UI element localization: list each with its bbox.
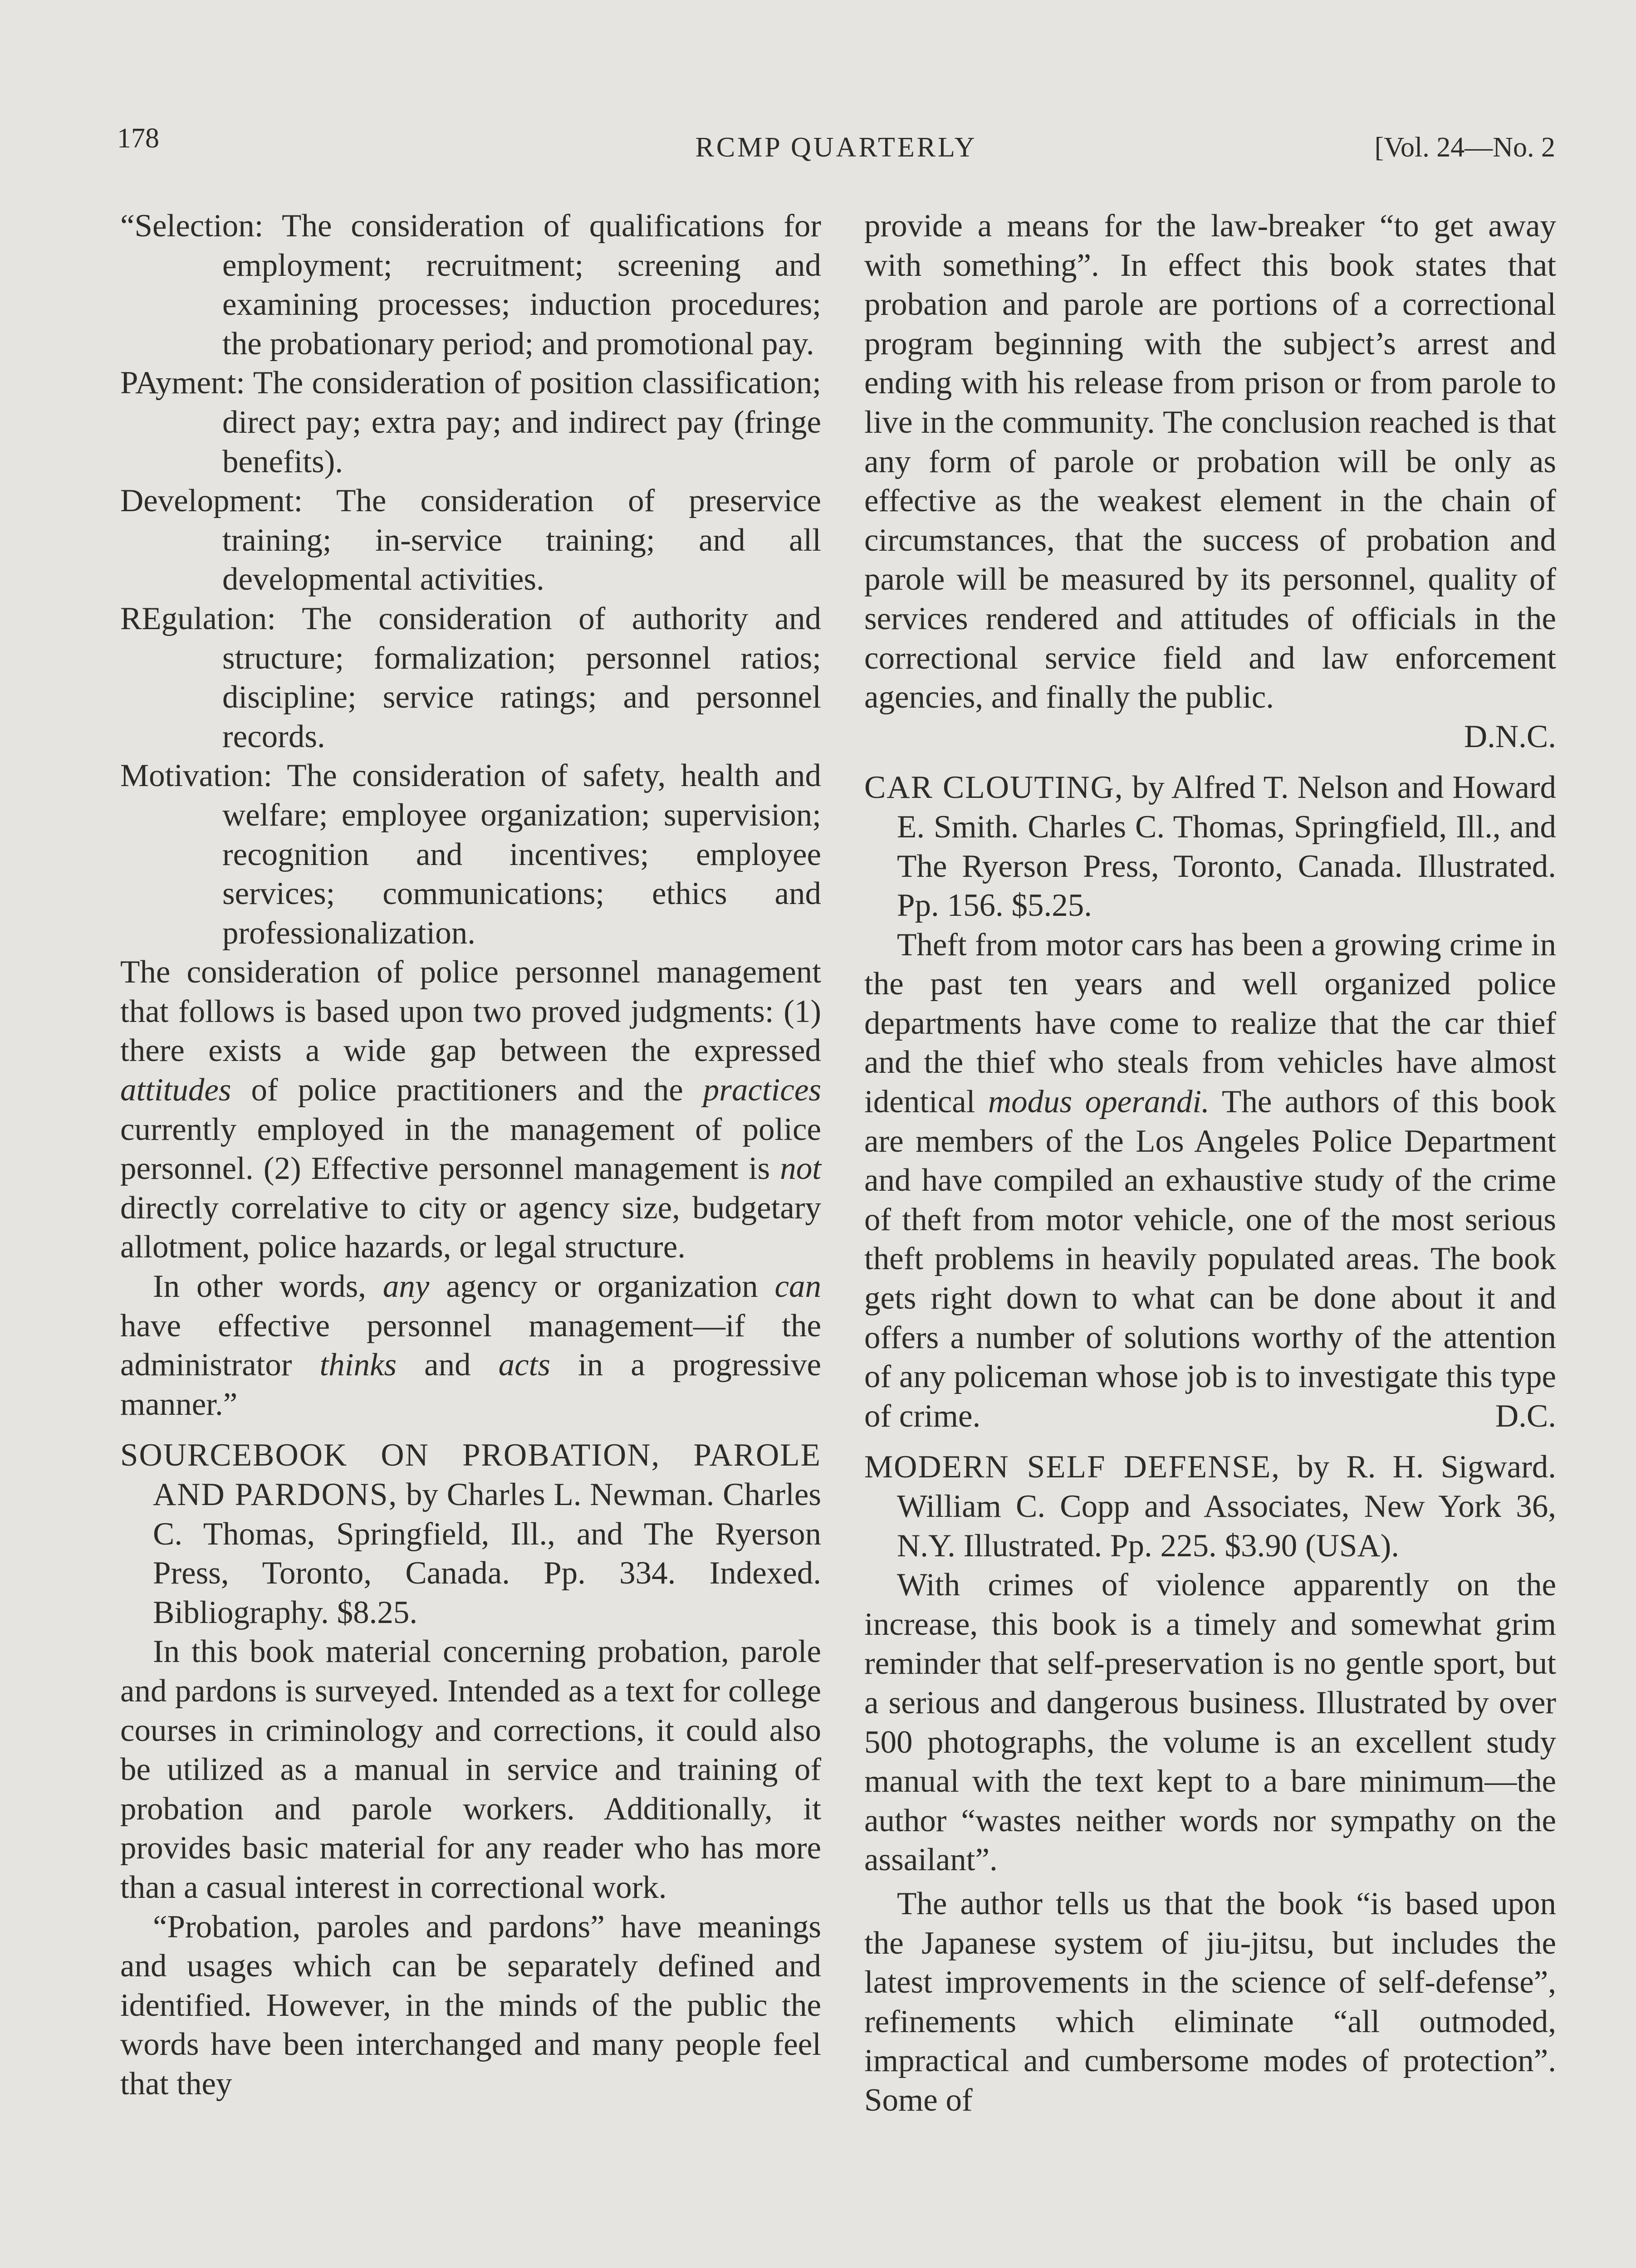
definition-text: The consideration of qualifications for employment; recruitment; screening and examining processes; induction procedures; the probationary period; and promotional pay.: [222, 208, 822, 362]
paragraph: With crimes of violence apparently on the increase, this book is a timely and somewhat grim reminder that self-preservation is no gentle sport, but a serious and dangerous business. Illustrated by over 500 photographs, the volume is an excellent study manual with the text kept to a bare minimum—the author “wastes neither words nor sympathy on the assailant”.: [864, 1567, 1556, 1878]
italic-text: thinks: [319, 1347, 397, 1383]
definition-term: REgulation:: [120, 601, 276, 636]
text-run: currently employed in the management of police personnel. (2) Effective personnel management is: [120, 1111, 821, 1187]
definition-payment: [120, 363, 821, 481]
book-citation: by Alfred T. Nelson and Howard E. Smith. Charles C. Thomas, Springfield, Ill., and The Ryerson Press, Toronto, Canada. Illustrated. Pp. 156. $5.25.: [897, 770, 1556, 924]
italic-text: any: [382, 1269, 430, 1305]
paragraph: [120, 1267, 821, 1424]
definition-selection: [120, 206, 821, 363]
book-citation: by R. H. Sigward. William C. Copp and Associates, New York 36, N.Y. Illustrated. Pp. 225. $3.90 (USA).: [897, 1449, 1556, 1564]
definition-term: PAyment:: [120, 365, 245, 401]
paragraph: In this book material concerning probation, parole and pardons is surveyed. Intended as a text for college courses in criminology and corrections, it could also be utilized as a manual in service and training of probation and parole workers. Additionally, it provides basic material for any reader who has more than a casual interest in correctional work.: [120, 1634, 821, 1905]
left-column: [120, 206, 821, 2104]
definition-term: Development:: [120, 483, 303, 519]
book-title: CAR CLOUTING,: [864, 770, 1124, 806]
running-title: RCMP QUARTERLY: [695, 132, 977, 163]
text-run: and: [397, 1347, 499, 1383]
reviewer-initials: D.C.: [1495, 1398, 1556, 1434]
text-run: The authors of this book are members of the Los Angeles Police Department and have compiled an exhaustive study of the crime of theft from motor vehicle, one of the most serious theft problems in heavily populated areas. The book gets right down to what can be done about it and offers a number of solutions worthy of the attention of any policeman whose job is to investigate this type of crime.: [864, 1084, 1556, 1434]
book-title: MODERN SELF DEFENSE,: [864, 1449, 1281, 1485]
italic-text: acts: [498, 1347, 551, 1383]
reviewer-initials: D.N.C.: [1464, 719, 1556, 754]
book-title: SOURCEBOOK ON PROBATION, PAROLE AND PARDONS,: [120, 1437, 821, 1512]
italic-text: not: [780, 1151, 821, 1187]
text-run: directly correlative to city or agency size, budgetary allotment, police hazards, or legal structure.: [120, 1190, 821, 1265]
page-header: [117, 122, 1555, 163]
definition-text: The consideration of preservice training; in-service training; and all developmental activities.: [222, 483, 822, 597]
definition-text: The consideration of safety, health and welfare; employee organization; supervision; recognition and incentives; employee services; communications; ethics and professionalization.: [222, 758, 821, 951]
italic-text: can: [774, 1269, 821, 1305]
italic-text: attitudes: [120, 1072, 231, 1108]
review-heading: [864, 768, 1556, 925]
text-run: The consideration of police personnel management that follows is based upon two proved judgments: (1) there exists a wide gap between the expressed: [120, 954, 821, 1069]
definition-term: “Selection:: [120, 208, 264, 244]
italic-text: practices: [703, 1072, 821, 1108]
definition-term: Motivation:: [120, 758, 273, 794]
definition-development: [120, 481, 821, 599]
review-heading: [864, 1447, 1556, 1565]
review-heading: [120, 1436, 821, 1632]
paragraph: [864, 925, 1556, 1436]
text-run: agency or organization: [429, 1269, 775, 1305]
book-citation: by Charles L. Newman. Charles C. Thomas, Springfield, Ill., and The Ryerson Press, Toronto, Canada. Pp. 334. Indexed. Bibliography. $8.25.: [153, 1477, 822, 1630]
paragraph: “Probation, paroles and pardons” have meanings and usages which can be separately defined and identified. However, in the minds of the public the words have been interchanged and many people feel that they: [120, 1909, 821, 2102]
right-column: [864, 206, 1556, 2120]
page-number: 178: [117, 123, 159, 154]
paragraph: [120, 953, 821, 1267]
text-run: in a progressive manner.”: [120, 1347, 822, 1422]
text-run: of police practitioners and the: [231, 1072, 703, 1108]
italic-text: modus operandi.: [988, 1084, 1210, 1120]
text-run: In other words,: [153, 1269, 383, 1305]
volume-issue: [Vol. 24—No. 2: [1374, 132, 1555, 163]
definition-text: The consideration of position classification; direct pay; extra pay; and indirect pay (fringe benefits).: [222, 365, 822, 479]
definition-motivation: [120, 756, 821, 953]
definition-text: The consideration of authority and structure; formalization; personnel ratios; discipline; service ratings; and personnel records.: [222, 601, 821, 754]
text-run: Theft from motor cars has been a growing crime in the past ten years and well organized police departments have come to realize that the car thief and the thief who steals from vehicles have almost identical: [864, 927, 1556, 1120]
paragraph: provide a means for the law-breaker “to get away with something”. In effect this book states that probation and parole are portions of a correctional program beginning with the subject’s arrest and ending with his release from prison or from parole to live in the community. The conclusion reached is that any form of parole or probation will be only as effective as the weakest element in the chain of circumstances, that the success of probation and parole will be measured by its personnel, quality of services rendered and attitudes of officials in the correctional service field and law enforcement agencies, and finally the public.: [864, 208, 1556, 715]
paragraph: The author tells us that the book “is based upon the Japanese system of jiu-jitsu, but includes the latest improvements in the science of self-defense”, refinements which eliminate “all outmoded, impractical and cumbersome modes of protection”. Some of: [864, 1886, 1556, 2118]
text-run: have effective personnel management—if the administrator: [120, 1308, 821, 1383]
definition-regulation: [120, 599, 821, 756]
